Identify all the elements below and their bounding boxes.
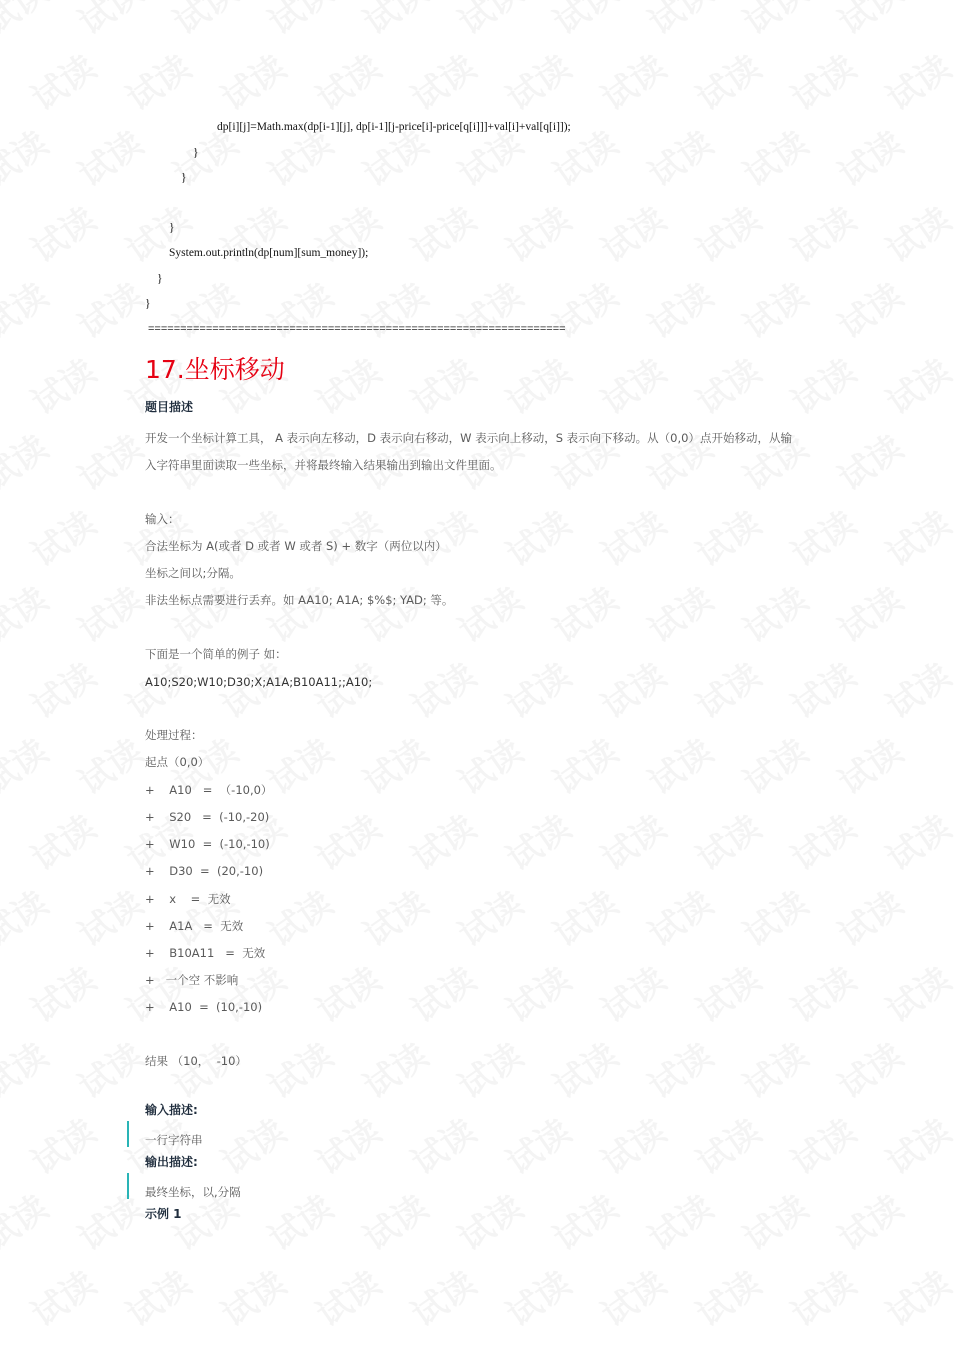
quote-bar [127, 1173, 129, 1199]
output-desc-label: 输出描述: [145, 1155, 198, 1169]
process-step: + A1A = 无效 [145, 919, 244, 933]
input-desc-label: 输入描述: [145, 1103, 198, 1117]
code-line-brace: } [181, 172, 187, 184]
code-line-brace: } [193, 147, 199, 159]
process-start: 起点（0,0） [145, 755, 210, 769]
process-step: + A10 = (10,-10) [145, 1000, 263, 1014]
process-result: 结果 （10， -10） [145, 1054, 247, 1068]
process-step: + W10 = (-10,-10) [145, 837, 270, 851]
process-step: + B10A11 = 无效 [145, 946, 266, 960]
quote-bar [127, 1121, 129, 1147]
example-intro: 下面是一个简单的例子 如： [145, 647, 287, 661]
example-label: 示例 1 [145, 1207, 182, 1221]
process-title: 处理过程： [145, 728, 203, 742]
input-rule-1: 合法坐标为 A(或者 D 或者 W 或者 S) + 数字（两位以内） [145, 539, 447, 553]
process-step: + A10 = （-10,0） [145, 783, 273, 797]
section-divider: ================================================================= [148, 323, 566, 335]
output-desc: 最终坐标，以,分隔 [145, 1185, 241, 1199]
code-line-println: System.out.println(dp[num][sum_money]); [169, 247, 369, 259]
input-rule-3: 非法坐标点需要进行丢弃。如 AA10; A1A; $%$; YAD; 等。 [145, 593, 454, 607]
process-step: + S20 = (-10,-20) [145, 810, 270, 824]
process-step: + 一个空 不影响 [145, 973, 239, 987]
input-desc: 一行字符串 [145, 1133, 203, 1147]
section-title: 17.坐标移动 [145, 355, 285, 384]
example-input: A10;S20;W10;D30;X;A1A;B10A11;;A10; [145, 675, 373, 689]
description-line-1: 开发一个坐标计算工具， A 表示向左移动，D 表示向右移动，W 表示向上移动，S 表示向下移动。从（0,0）点开始移动，从输 [145, 431, 792, 445]
input-heading: 输入： [145, 512, 180, 526]
process-step: + D30 = (20,-10) [145, 864, 264, 878]
description-line-2: 入字符串里面读取一些坐标，并将最终输入结果输出到输出文件里面。 [145, 458, 502, 472]
code-line-brace: } [145, 298, 151, 310]
problem-label: 题目描述 [145, 400, 194, 414]
input-rule-2: 坐标之间以;分隔。 [145, 566, 241, 580]
code-line-brace: } [157, 273, 163, 285]
code-line-brace: } [169, 222, 175, 234]
code-line-dp-max: dp[i][j]=Math.max(dp[i-1][j], dp[i-1][j-price[i]-price[q[i]]]+val[i]+val[q[i]]); [217, 121, 571, 133]
process-step: + x = 无效 [145, 892, 231, 906]
